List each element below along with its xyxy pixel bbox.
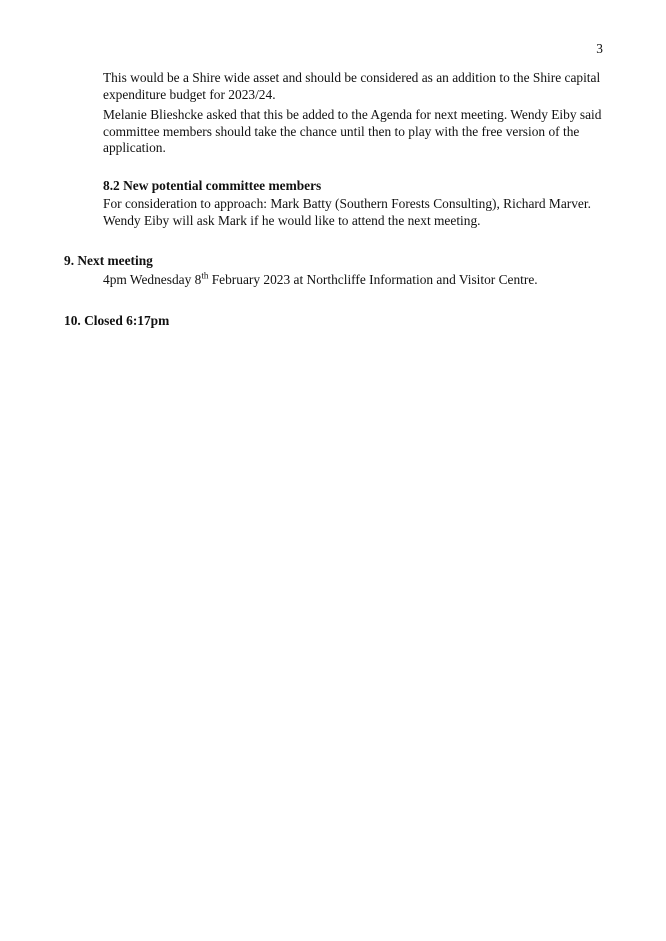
shire-asset-paragraph: This would be a Shire wide asset and should be considered as an addition to the Shire capital expenditure budget for 2023/24. xyxy=(103,70,601,102)
next-meeting-paragraph xyxy=(103,272,615,289)
section-9-body xyxy=(103,272,615,289)
committee-members-paragraph: For consideration to approach: Mark Batty (Southern Forests Consulting), Richard Marver. Wendy Eiby will ask Mark if he would like to attend the next meeting. xyxy=(103,196,591,228)
section-8-2-body xyxy=(103,196,615,229)
agenda-paragraph: Melanie Blieshcke asked that this be added to the Agenda for next meeting. Wendy Eiby said committee members should take the chance until then to play with the free version of the application. xyxy=(103,107,602,155)
ordinal-suffix: th xyxy=(201,270,209,281)
page-number: 3 xyxy=(596,41,603,56)
section-10-heading: 10. Closed 6:17pm xyxy=(64,313,170,328)
section-9-heading: 9. Next meeting xyxy=(64,253,153,268)
section-8-2-heading: 8.2 New potential committee members xyxy=(103,178,322,193)
next-meeting-location-text: February 2023 at Northcliffe Information and Visitor Centre. xyxy=(208,272,538,287)
continuation-text xyxy=(103,70,615,157)
next-meeting-date-text: 4pm Wednesday 8 xyxy=(103,272,202,287)
